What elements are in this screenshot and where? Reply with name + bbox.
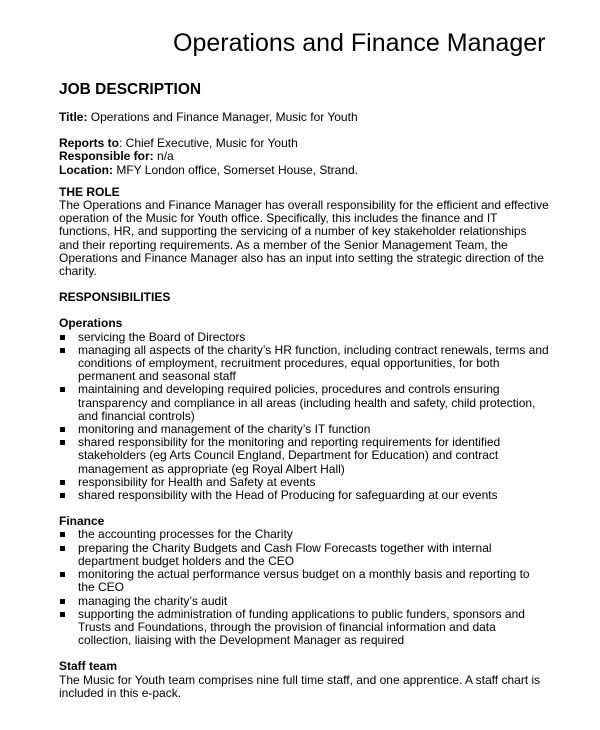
- staff-team-text: The Music for Youth team comprises nine full time staff, and one apprentice. A staff chart is included in this e-pack.: [59, 672, 541, 700]
- finance-heading: Finance: [59, 514, 105, 529]
- bullet-icon: [60, 427, 65, 432]
- document-title: Operations and Finance Manager: [173, 29, 546, 57]
- location-field: [59, 164, 549, 177]
- title-field: [59, 111, 549, 124]
- operations-heading: Operations: [59, 316, 123, 331]
- location-label: Location:: [59, 162, 113, 177]
- list-item: maintaining and developing required policies, procedures and controls ensuring transparency and compliance in all areas (including health and safety, child protection, and financial controls): [59, 383, 549, 423]
- list-item: shared responsibility with the Head of Producing for safeguarding at our events: [59, 489, 549, 502]
- bullet-icon: [60, 440, 65, 445]
- list-item: the accounting processes for the Charity: [59, 528, 549, 541]
- bullet-icon: [60, 348, 65, 353]
- list-item: servicing the Board of Directors: [59, 331, 549, 344]
- operations-list: [59, 331, 549, 503]
- role-heading: THE ROLE: [59, 184, 120, 199]
- staff-team-heading: Staff team: [59, 659, 118, 674]
- bullet-icon: [60, 546, 65, 551]
- bullet-icon: [60, 599, 65, 604]
- document-body: [59, 111, 549, 700]
- responsibilities-heading: RESPONSIBILITIES: [59, 290, 171, 305]
- bullet-icon: [60, 572, 65, 577]
- list-item: monitoring and management of the charity’s IT function: [59, 423, 549, 436]
- reports-to-label: Reports to: [59, 136, 119, 151]
- bullet-icon: [60, 335, 65, 340]
- list-item: managing the charity’s audit: [59, 595, 549, 608]
- reports-to-value: : Chief Executive, Music for Youth: [119, 136, 298, 151]
- job-description-heading: JOB DESCRIPTION: [59, 81, 202, 98]
- bullet-icon: [60, 387, 65, 392]
- list-item: monitoring the actual performance versus budget on a monthly basis and reporting to the CEO: [59, 568, 549, 594]
- location-value: MFY London office, Somerset House, Strand.: [113, 162, 359, 177]
- list-item: shared responsibility for the monitoring and reporting requirements for identified stakeholders (eg Arts Council England, Department for Education) and contract management as appropriate (eg Royal Albert Hall): [59, 436, 549, 476]
- responsible-for-value: n/a: [153, 149, 174, 164]
- responsible-for-label: Responsible for:: [59, 149, 154, 164]
- list-item: responsibility for Health and Safety at events: [59, 476, 549, 489]
- role-text: The Operations and Finance Manager has overall responsibility for the efficient and effective operation of the Music for Youth office. Specifically, this includes the finance and IT functions, HR, and supporting the servicing of a number of key stakeholder relationships and their reporting requirements. As a member of the Senior Management Team, the Operations and Finance Manager also has an input into setting the strategic direction of the charity.: [59, 198, 549, 279]
- list-item: preparing the Charity Budgets and Cash Flow Forecasts together with internal department budget holders and the CEO: [59, 542, 549, 568]
- bullet-icon: [60, 532, 65, 537]
- bullet-icon: [60, 493, 65, 498]
- bullet-icon: [60, 480, 65, 485]
- title-label: Title:: [59, 110, 88, 124]
- finance-list: [59, 528, 549, 647]
- list-item: managing all aspects of the charity’s HR function, including contract renewals, terms and conditions of employment, recruitment procedures, equal opportunities, for both permanent and seasonal staff: [59, 344, 549, 384]
- title-value: Operations and Finance Manager, Music for Youth: [87, 110, 358, 124]
- bullet-icon: [60, 612, 65, 617]
- list-item: supporting the administration of funding applications to public funders, sponsors and Trusts and Foundations, through the provision of financial information and data collection, liaising with the Development Manager as required: [59, 608, 549, 648]
